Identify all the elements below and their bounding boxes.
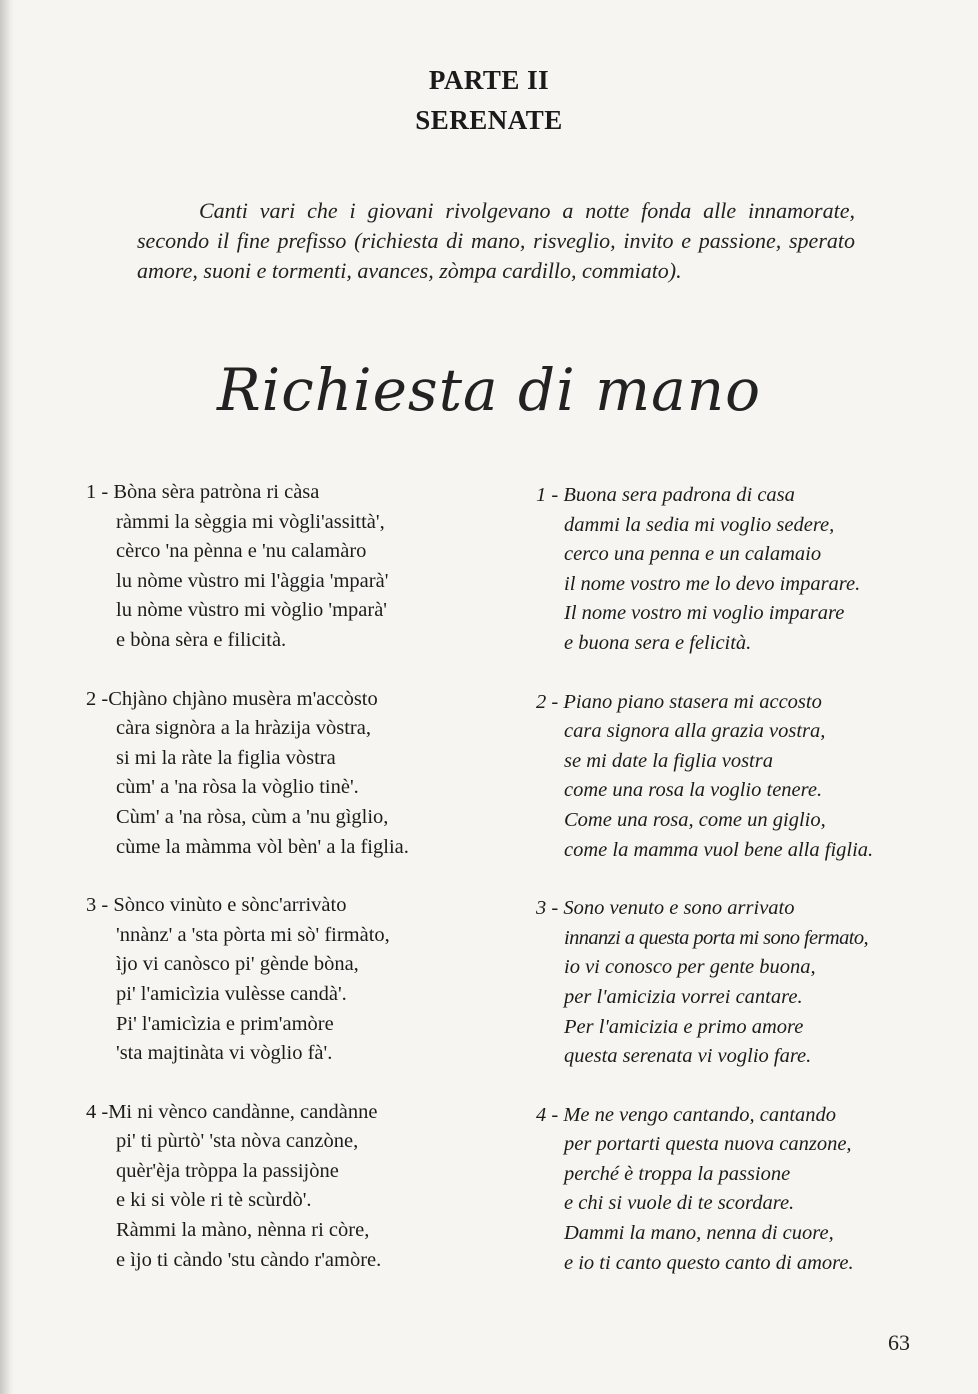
- chapter-title: [0, 60, 978, 140]
- stanza-first-line: 2 -Chjàno chjàno musèra m'accòsto: [86, 687, 378, 710]
- dialect-stanza-3: [86, 891, 516, 1069]
- stanza-line: Dammi la mano, nenna di cuore,: [564, 1222, 834, 1245]
- stanza-line: cèrco 'na pènna e 'nu calamàro: [116, 540, 367, 563]
- stanza-line: cùm' a 'na ròsa la vòglio tinè'.: [116, 776, 359, 799]
- stanza-line: lu nòme vùstro mi l'àggia 'mparà': [116, 569, 389, 592]
- part-name: SERENATE: [415, 105, 563, 135]
- dialect-stanza-2: [86, 685, 516, 863]
- intro-paragraph: Canti vari che i giovani rivolgevano a notte fonda alle innamorate, secondo il fine prefisso (richiesta di mano, risveglio, invito e passione, sperato amore, suoni e tormenti, avances, zòmpa cardillo, commiato).: [137, 198, 855, 283]
- stanza-line: pi' l'amicìzia vulèsse candà'.: [116, 982, 347, 1005]
- stanza-line: cara signora alla grazia vostra,: [564, 720, 826, 743]
- stanza-line: e ìjo ti càndo 'stu càndo r'amòre.: [116, 1248, 382, 1271]
- stanza-line: lu nòme vùstro mi vòglio 'mparà': [116, 599, 388, 622]
- stanza-line: come la mamma vuol bene alla figlia.: [564, 838, 874, 861]
- stanza-line: Cùm' a 'na ròsa, cùm a 'nu gìglio,: [116, 805, 389, 828]
- stanza-line: 'nnànz' a 'sta pòrta mi sò' firmàto,: [116, 923, 390, 946]
- stanza-line: e chi si vuole di te scordare.: [564, 1192, 795, 1215]
- italian-stanza-3: [536, 894, 966, 1072]
- italian-stanza-1: [536, 481, 966, 659]
- stanza-line: e io ti canto questo canto di amore.: [564, 1251, 854, 1274]
- stanza-line: e buona sera e felicità.: [564, 631, 752, 654]
- dialect-stanza-4: [86, 1098, 516, 1276]
- stanza-line: ìjo vi canòsco pi' gènde bòna,: [116, 953, 359, 976]
- section-heading: Richiesta di mano: [217, 356, 761, 424]
- stanza-line: si mi la ràte la figlia vòstra: [116, 746, 336, 769]
- stanza-line: Come una rosa, come un giglio,: [564, 808, 826, 831]
- stanza-line: ràmmi la sèggia mi vògli'assittà',: [116, 510, 385, 533]
- stanza-line: perché è troppa la passione: [564, 1162, 791, 1185]
- stanza-line: quèr'èja tròppa la passijòne: [116, 1159, 339, 1182]
- dialect-column: [86, 478, 516, 1275]
- italian-stanza-2: [536, 688, 966, 866]
- stanza-first-line: 3 - Sono venuto e sono arrivato: [536, 897, 795, 920]
- stanza-first-line: 2 - Piano piano stasera mi accosto: [536, 690, 822, 713]
- stanza-line: e ki si vòle ri tè scùrdò'.: [116, 1189, 312, 1212]
- stanza-line: 'sta majtinàta vi vòglio fà'.: [116, 1042, 333, 1065]
- stanza-line: per l'amicizia vorrei cantare.: [564, 985, 803, 1008]
- italian-stanza-4: [536, 1101, 966, 1279]
- stanza-line: io vi conosco per gente buona,: [564, 956, 816, 979]
- italian-column: [536, 481, 966, 1278]
- part-label: PARTE II: [428, 65, 550, 95]
- stanza-first-line: 4 - Me ne vengo cantando, cantando: [536, 1103, 837, 1126]
- stanza-line: Il nome vostro mi voglio imparare: [564, 602, 845, 625]
- dialect-stanza-1: [86, 478, 516, 656]
- stanza-line: innanzi a questa porta mi sono fermato,: [564, 926, 869, 949]
- stanza-line: come una rosa la voglio tenere.: [564, 779, 823, 802]
- stanza-first-line: 3 - Sònco vinùto e sònc'arrivàto: [86, 894, 347, 917]
- stanza-line: Pi' l'amicìzia e prim'amòre: [116, 1012, 334, 1035]
- stanza-line: càra signòra a la hràzija vòstra,: [116, 717, 371, 740]
- stanza-first-line: 1 - Bòna sèra patròna ri càsa: [86, 481, 320, 503]
- stanza-line: se mi date la figlia vostra: [564, 749, 773, 772]
- stanza-line: questa serenata vi voglio fare.: [564, 1045, 812, 1068]
- stanza-line: per portarti questa nuova canzone,: [564, 1133, 852, 1156]
- stanza-line: pi' ti pùrtò' 'sta nòva canzòne,: [116, 1130, 359, 1153]
- stanza-line: Ràmmi la màno, nènna ri còre,: [116, 1219, 370, 1242]
- stanza-first-line: 4 -Mi ni vènco candànne, candànne: [86, 1100, 378, 1123]
- page-number: 63: [888, 1330, 910, 1355]
- stanza-line: cùme la màmma vòl bèn' a la figlia.: [116, 835, 409, 858]
- stanza-line: dammi la sedia mi voglio sedere,: [564, 513, 835, 536]
- stanza-line: e bòna sèra e filicità.: [116, 628, 287, 651]
- stanza-first-line: 1 - Buona sera padrona di casa: [536, 484, 795, 506]
- stanza-line: cerco una penna e un calamaio: [564, 543, 822, 566]
- stanza-line: il nome vostro me lo devo imparare.: [564, 572, 861, 595]
- stanza-line: Per l'amicizia e primo amore: [564, 1015, 804, 1038]
